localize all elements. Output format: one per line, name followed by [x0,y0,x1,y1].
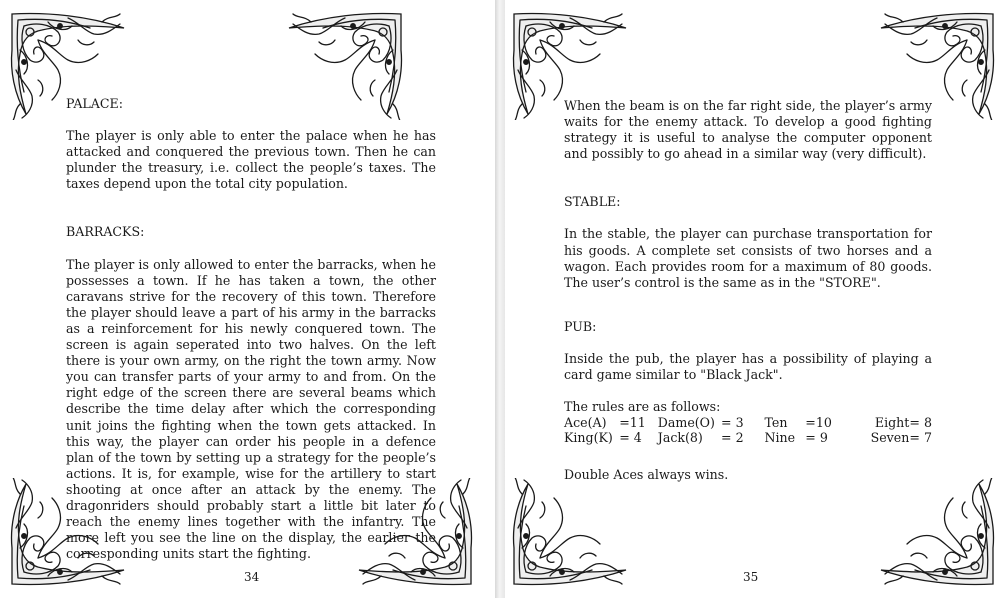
card-value-cell: = 2 [721,430,744,446]
corner-ornament-bottom-right [877,478,997,588]
card-value-cell: =11 [619,415,646,431]
left-page-body [66,96,436,562]
palace-paragraph: The player is only able to enter the palace when he has attacked and conquered the previous town. Then he can plunder the treasury, i.e. collect the people’s taxes. The taxes depend upon the total city population. [66,128,436,192]
stable-paragraph: In the stable, the player can purchase transportation for his goods. A complete set consists of two horses and a wagon. Each provides room for a maximum of 80 goods. The user’s control is the same as in the "STORE". [564,226,932,290]
card-name-cell: Nine [764,430,796,446]
page-number-left: 34 [244,570,260,584]
card-name-cell: Ace(A) [564,415,607,431]
pub-paragraph: Inside the pub, the player has a possibility of playing a card game similar to "Black Jack". [564,350,932,383]
card-name-cell: Ten [764,415,788,431]
rules-intro: The rules are as follows: [564,399,721,415]
right-page-body [564,98,932,483]
card-values-body [564,415,932,445]
corner-ornament-bottom-left [510,478,630,588]
card-values-row [564,430,932,445]
card-value-cell: = 7 [909,430,932,446]
card-name-cell: Jack(8) [657,430,703,446]
card-name-cell: Eight [874,415,910,431]
card-values-table [564,415,932,445]
double-aces-note: Double Aces always wins. [564,467,729,483]
stable-heading: STABLE: [564,194,621,210]
beam-paragraph: When the beam is on the far right side, the player’s army waits for the enemy attack. To develop a good fighting strategy it is useful to analyse the computer opponent and possibly to go ahead in a similar way (very difficult). [564,98,932,162]
page-35 [505,0,1000,598]
book-gutter [495,0,505,598]
card-name-cell: King(K) [564,430,613,446]
palace-heading: PALACE: [66,96,123,111]
barracks-heading: BARRACKS: [66,224,145,240]
card-name-cell: Dame(O) [657,415,715,431]
barracks-paragraph: The player is only allowed to enter the barracks, when he possesses a town. If he has taken a town, the other caravans strive for the recovery of this town. Therefore the player should leave a part of his army in the barracks as a reinforcement for his newly conquered town. The screen is again seperated into two halves. On the left there is your own army, on the right the town army. Now you can transfer parts of your army to and from. On the right edge of the screen there are several beams which describe the time delay after which the corresponding unit joins the fighting when the town gets attacked. In this way, the player can order his people in a defence plan of the town by setting up a strategy for the people’s actions. It is, for example, wise for the artillery to start shooting at once after an attack by the enemy. The dragonriders should probably start a little bit later to reach the enemy lines together with the infantry. The more left you see the line on the display, the earlier the corresponding units start the fighting. [66,256,436,562]
pub-heading: PUB: [564,318,597,334]
card-value-cell: = 4 [619,430,642,446]
card-value-cell: =10 [805,415,832,431]
card-values-row [564,415,932,430]
page-34 [0,0,495,598]
card-value-cell: = 3 [721,415,744,431]
card-name-cell: Seven [870,430,910,446]
card-value-cell: = 9 [805,430,828,446]
page-number-right: 35 [743,570,759,584]
card-value-cell: = 8 [909,415,932,431]
